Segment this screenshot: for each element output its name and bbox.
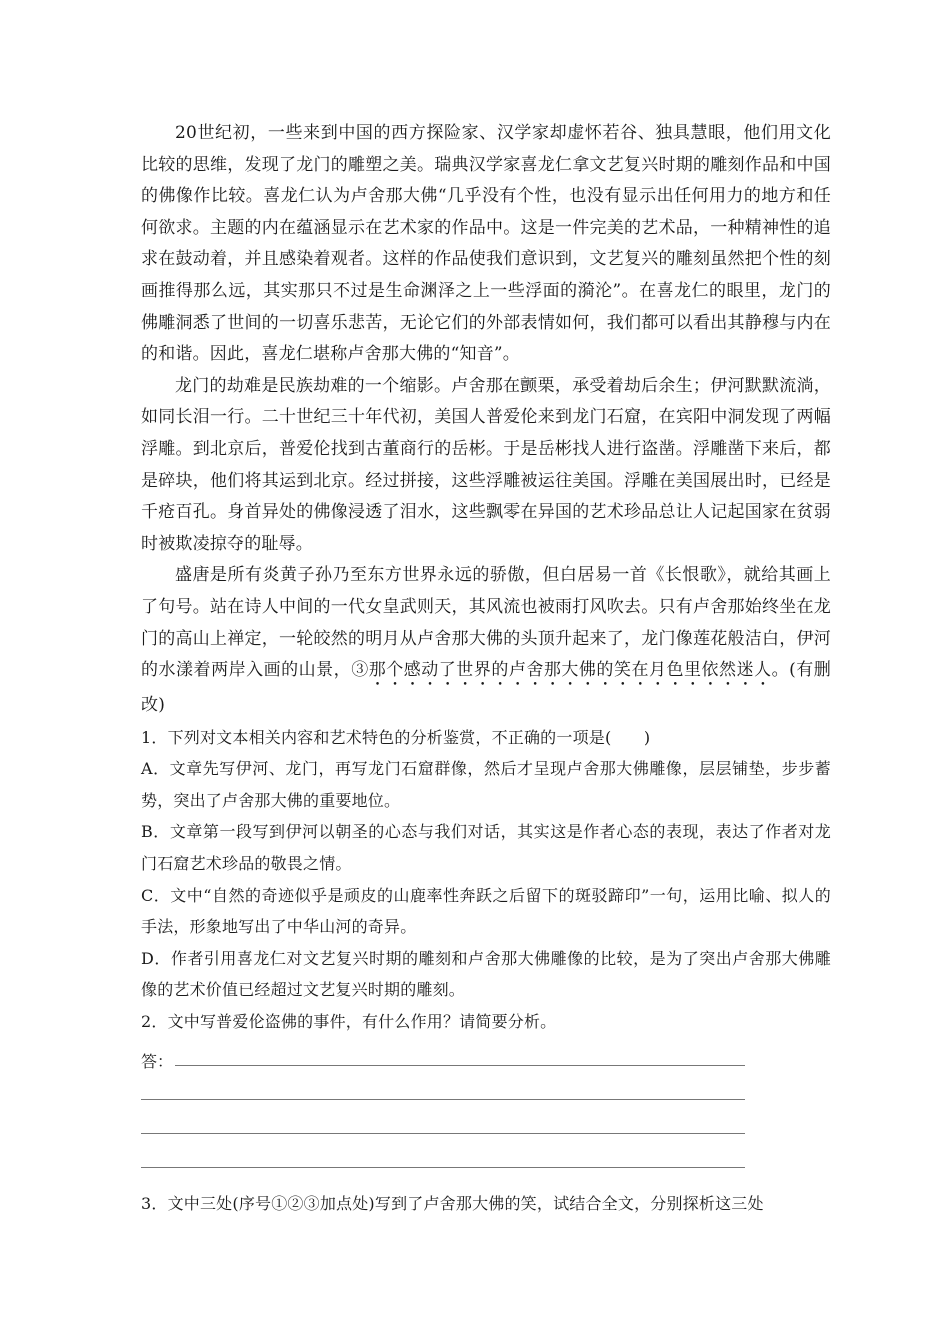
- answer-line-row: [141, 1038, 831, 1072]
- answer-blank-line[interactable]: [141, 1167, 745, 1168]
- question-1-option-c: C．文中“自然的奇迹似乎是顽皮的山鹿率性奔跃之后留下的斑驳蹄印”一句，运用比喻、拟人的手法，形象地写出了中华山河的奇异。: [141, 885, 831, 937]
- answer-label: 答：: [141, 1051, 174, 1071]
- document-page: [141, 118, 831, 1219]
- question-1-option-d: D．作者引用喜龙仁对文艺复兴时期的雕刻和卢舍那大佛雕像的比较，是为了突出卢舍那大佛雕像的艺术价值已经超过文艺复兴时期的雕刻。: [141, 948, 831, 1000]
- question-3-stem: 3．文中三处(序号①②③加点处)写到了卢舍那大佛的笑，试结合全文，分别探析这三处: [141, 1193, 764, 1213]
- question-1-stem: 1．下列对文本相关内容和艺术特色的分析鉴赏，不正确的一项是( ): [141, 727, 651, 747]
- answer-line-row: [141, 1106, 831, 1140]
- question-1-option-a: A．文章先写伊河、龙门，再写龙门石窟群像，然后才呈现卢舍那大佛雕像，层层铺垫，步步蓄势，突出了卢舍那大佛的重要地位。: [141, 759, 831, 810]
- answer-blank-line[interactable]: [141, 1133, 745, 1134]
- answer-blank-line[interactable]: [141, 1099, 745, 1100]
- question-2-stem: 2．文中写普爱伦盗佛的事件，有什么作用？请简要分析。: [141, 1012, 557, 1032]
- answer-blank-line[interactable]: [175, 1065, 745, 1066]
- passage-paragraph-3-text: 盛唐是所有炎黄子孙乃至东方世界永远的骄傲，但白居易一首《长恨歌》，就给其画上了句号。站在诗人中间的一代女皇武则天，其风流也被雨打风吹去。只有卢舍那始终坐在龙门的高山上禅定，一轮皎然的明月从卢舍那大佛的头顶升起来了，龙门像莲花般洁白，伊河的水漾着两岸入画的山景，③: [141, 565, 831, 681]
- answer-line-row: [141, 1072, 831, 1106]
- passage-paragraph-3: [141, 560, 831, 721]
- question-1-option-b: B．文章第一段写到伊河以朝圣的心态与我们对话，其实这是作者心态的表现，表达了作者对龙门石窟艺术珍品的敬畏之情。: [141, 822, 831, 874]
- passage-paragraph-2: 龙门的劫难是民族劫难的一个缩影。卢舍那在颤栗，承受着劫后余生；伊河默默流淌，如同长泪一行。二十世纪三十年代初，美国人普爱伦来到龙门石窟，在宾阳中洞发现了两幅浮雕。到北京后，普爱伦找到古董商行的岳彬。于是岳彬找人进行盗凿。浮雕凿下来后，都是碎块，他们将其运到北京。经过拼接，这些浮雕被运往美国。浮雕在美国展出时，已经是千疮百孔。身首异处的佛像浸透了泪水，这些飘零在异国的艺术珍品总让人记起国家在贫弱时被欺凌掠夺的耻辱。: [141, 375, 831, 554]
- passage-paragraph-1: 20世纪初，一些来到中国的西方探险家、汉学家却虚怀若谷、独具慧眼，他们用文化比较的思维，发现了龙门的雕塑之美。瑞典汉学家喜龙仁拿文艺复兴时期的雕刻作品和中国的佛像作比较。喜龙仁认为卢舍那大佛“几乎没有个性，也没有显示出任何用力的地方和任何欲求。主题的内在蕴涵显示在艺术家的作品中。这是一件完美的艺术品，一种精神性的追求在鼓动着，并且感染着观者。这样的作品使我们意识到，文艺复兴的雕刻虽然把个性的刻画推得那么远，其实那只不过是生命渊泽之上一些浮面的漪沦”。在喜龙仁的眼里，龙门的佛雕洞悉了世间的一切喜乐悲苦，无论它们的外部表情如何，我们都可以看出其静穆与内在的和谐。因此，喜龙仁堪称卢舍那大佛的“知音”。: [141, 123, 831, 365]
- passage-paragraph-3-ending: 。(有删改): [141, 660, 831, 716]
- question-2-answer-area[interactable]: [141, 1038, 831, 1174]
- emphasized-sentence-3: 那个感动了世界的卢舍那大佛的笑在月色里依然迷人: [368, 660, 772, 681]
- answer-line-row: [141, 1140, 831, 1174]
